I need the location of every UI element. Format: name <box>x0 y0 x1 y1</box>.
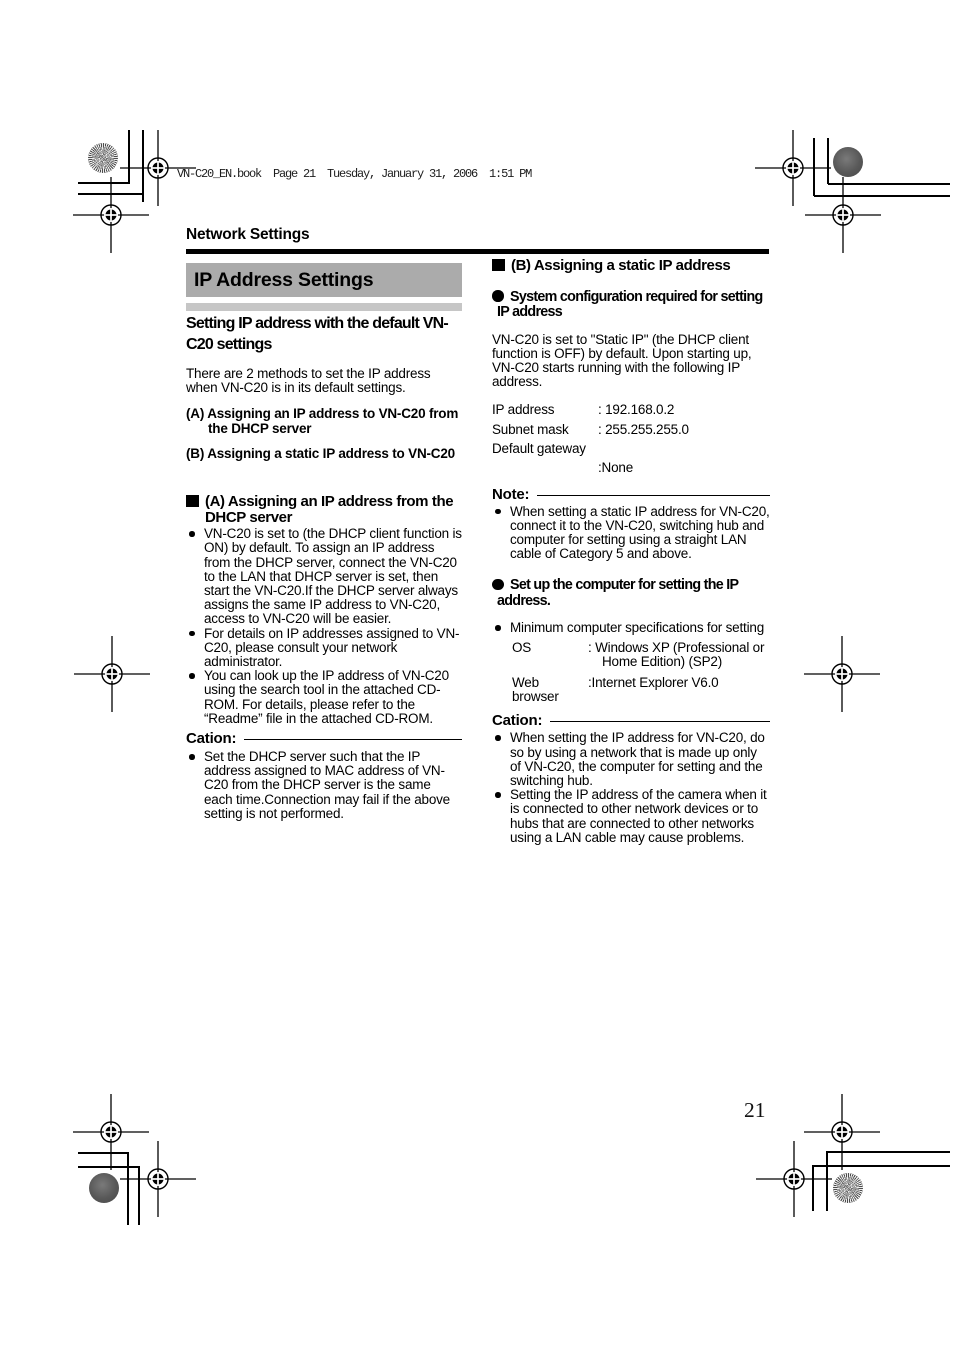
section-a-bullets <box>186 527 462 726</box>
title-rule <box>186 249 769 254</box>
table-cell-label: Subnet mask <box>492 421 569 437</box>
note-label: Note: <box>492 485 530 503</box>
registration-crosshair-icon <box>754 1139 834 1219</box>
registration-dot-icon <box>89 1173 119 1203</box>
filled-circle-bullet-icon <box>492 290 504 302</box>
bullet-text: When setting the IP address for VN-C20, do so by using a network that is made up only of VN-C20, the computer for setting and the switching hub. <box>510 730 765 789</box>
bullet-text: For details on IP addresses assigned to VN-C20, please consult your network administrator. <box>204 625 460 670</box>
bullet-icon <box>495 509 501 515</box>
static-ip-paragraph: VN-C20 is set to "Static IP" (the DHCP client function is OFF) by default. Upon starting up, VN-C20 starts running with the following IP address. <box>492 331 752 390</box>
list-item <box>186 750 462 821</box>
bullet-icon <box>189 631 195 637</box>
table-row <box>492 439 770 458</box>
table-row <box>492 400 770 419</box>
section-b-heading-text: (B) Assigning a static IP address <box>511 257 731 274</box>
system-config-heading <box>492 290 770 321</box>
caution-label-row <box>186 730 462 747</box>
right-column <box>492 258 770 845</box>
os-value-line1: : Windows XP (Professional or <box>588 639 765 655</box>
table-cell-value <box>588 641 764 669</box>
table-cell-label: Default gateway <box>492 441 586 456</box>
intro-paragraph: There are 2 methods to set the IP address when VN-C20 is in its default settings. <box>186 366 431 396</box>
bullet-icon <box>495 625 501 631</box>
page-number: 21 <box>744 1098 766 1122</box>
registration-starburst-icon <box>833 1173 863 1203</box>
list-item <box>186 627 462 670</box>
caution-label-row <box>492 712 770 729</box>
table-row <box>512 641 770 669</box>
registration-crosshair-icon <box>803 175 883 255</box>
table-row <box>512 676 770 704</box>
left-column <box>186 263 462 821</box>
subsection-heading: Setting IP address with the default VN-C20 settings <box>186 315 448 353</box>
method-a-line: (A) Assigning an IP address to VN-C20 from the DHCP server <box>186 406 459 436</box>
filled-circle-bullet-icon <box>492 579 504 591</box>
list-item <box>492 505 770 562</box>
label-rule-line <box>550 721 770 722</box>
bullet-text: When setting a static IP address for VN-C20, connect it to the VN-C20, switching hub and computer for setting using a straight LAN cable of Category 5 and above. <box>510 503 770 562</box>
list-item <box>186 669 462 726</box>
bullet-icon <box>495 735 501 741</box>
bullet-text: VN-C20 is set to (the DHCP client function is ON) by default. To assign an IP address from the DHCP server, connect the VN-C20 to the LAN that DHCP server is set, then start the VN-C20.If the DHCP server always assigns the same IP address to VN-C20, access to VN-C20 will be easier. <box>204 526 462 627</box>
table-row <box>492 458 770 477</box>
bullet-icon <box>189 531 195 537</box>
table-cell-label <box>492 458 598 477</box>
label-rule-line <box>244 739 462 740</box>
bullet-text: Minimum computer specifications for setting <box>510 620 764 636</box>
note-label-row <box>492 486 770 503</box>
list-item <box>492 788 770 845</box>
page-section-title: Network Settings <box>186 226 310 243</box>
table-cell-value: :None <box>598 460 634 476</box>
section-a-heading-text: (A) Assigning an IP address from the DHCP server <box>205 493 454 526</box>
os-value-line2: Home Edition) (SP2) <box>602 653 722 669</box>
table-cell-value: :Internet Explorer V6.0 <box>588 675 719 691</box>
list-item <box>492 731 770 788</box>
bullet-text: Setting the IP address of the camera when it is connected to other network devices or to hubs that are connected to other networks using a LAN cable may cause problems. <box>510 787 767 845</box>
caution-bullets <box>492 731 770 845</box>
table-cell-label: OS <box>512 639 532 655</box>
black-square-icon <box>492 259 505 272</box>
table-row <box>492 420 770 439</box>
registration-crosshair-icon <box>802 634 882 714</box>
spec-table <box>492 641 770 705</box>
setup-computer-heading <box>492 578 770 609</box>
chapter-banner: IP Address Settings <box>186 263 462 297</box>
table-cell-label: IP address <box>492 402 555 418</box>
method-b-line: (B) Assigning a static IP address to VN-C20 <box>186 445 455 461</box>
bullet-text: You can look up the IP address of VN-C20 using the search tool in the attached CD-ROM. For details, please refer to the “Readme” file in the attached CD-ROM. <box>204 668 449 726</box>
label-rule-line <box>537 495 770 496</box>
registration-dot-icon <box>833 147 863 177</box>
bullet-text: Set the DHCP server such that the IP address assigned to MAC address of VN-C20 from the DHCP server is the same each time.Connection may fail if the above setting is not performed. <box>204 749 450 821</box>
registration-crosshair-icon <box>71 175 151 255</box>
setup-computer-heading-text: Set up the computer for setting the IP address. <box>497 577 739 609</box>
caution-label: Cation: <box>186 730 237 748</box>
registration-crosshair-icon <box>118 1139 198 1219</box>
system-config-heading-text: System configuration required for setting IP address <box>497 288 763 321</box>
print-job-header: VN-C20_EN.book Page 21 Tuesday, January 31, 2006 1:51 PM <box>177 167 532 181</box>
bullet-icon <box>189 673 195 679</box>
bullet-icon <box>189 754 195 760</box>
black-square-icon <box>186 495 199 508</box>
table-cell-value: : 192.168.0.2 <box>598 402 675 418</box>
caution-label: Cation: <box>492 712 543 730</box>
banner-underbar <box>186 303 462 311</box>
registration-crosshair-icon <box>72 634 152 714</box>
section-a-heading <box>186 494 462 525</box>
section-b-heading <box>492 258 770 274</box>
table-cell-value: : 255.255.255.0 <box>598 421 689 437</box>
list-item <box>186 527 462 626</box>
table-cell-label: Web browser <box>512 675 559 705</box>
bullet-icon <box>495 792 501 798</box>
list-item <box>492 621 770 635</box>
registration-starburst-icon <box>88 143 118 173</box>
ip-settings-table <box>492 400 770 477</box>
